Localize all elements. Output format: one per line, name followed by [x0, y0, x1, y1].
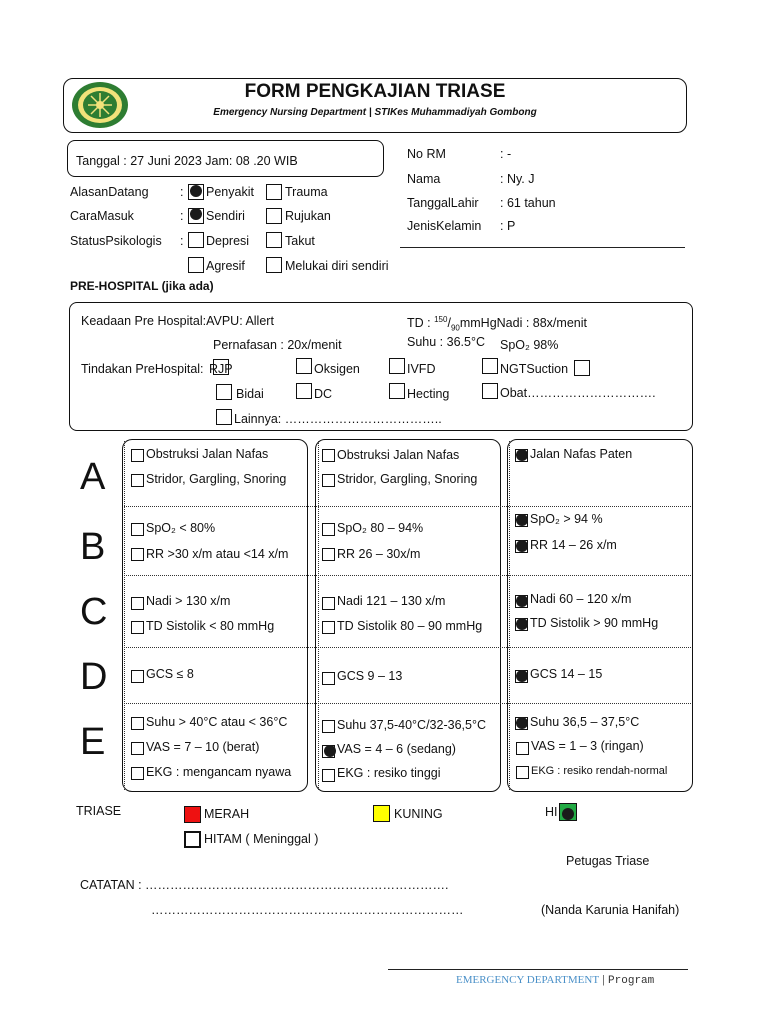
c2-c1-label: Nadi 121 – 130 x/m: [337, 594, 446, 608]
c1-a1-checkbox[interactable]: [131, 449, 144, 462]
c1-e3-label: EKG : mengancam nyawa: [146, 765, 292, 779]
trauma-checkbox[interactable]: [266, 184, 282, 200]
c1-a2-checkbox[interactable]: [131, 474, 144, 487]
prehospital-heading: PRE-HOSPITAL (jika ada): [70, 279, 214, 293]
patient-label-kelamin: JenisKelamin: [407, 219, 482, 233]
c2-e2-checked-mark: [324, 745, 336, 757]
merah-swatch[interactable]: [184, 806, 201, 823]
c1-b1-checkbox[interactable]: [131, 523, 144, 536]
cara-label: CaraMasuk: [70, 209, 134, 223]
dc-checkbox[interactable]: [296, 383, 312, 399]
c2-d1-checkbox[interactable]: [322, 672, 335, 685]
c3-e1-label: Suhu 36,5 – 37,5°C: [530, 715, 640, 729]
petugas-name: (Nanda Karunia Hanifah): [541, 903, 680, 917]
c1-b1-label: SpO₂ < 80%: [146, 521, 216, 535]
c1-b2-checkbox[interactable]: [131, 548, 144, 561]
letter-c: C: [80, 591, 108, 633]
depresi-label: Depresi: [206, 234, 250, 248]
agresif-label: Agresif: [206, 259, 245, 273]
rujukan-label: Rujukan: [285, 209, 331, 223]
hijau-label: HI: [545, 805, 558, 819]
c3-b2-label: RR 14 – 26 x/m: [530, 538, 617, 552]
patient-value-lahir: : 61 tahun: [500, 196, 556, 210]
depresi-checkbox[interactable]: [188, 232, 204, 248]
date-time: Tanggal : 27 Juni 2023 Jam: 08 .20 WIB: [76, 154, 298, 168]
c2-e2-label: VAS = 4 – 6 (sedang): [337, 742, 456, 756]
c3-b1-checked-mark: [516, 514, 528, 526]
hitam-swatch[interactable]: [184, 831, 201, 848]
prehospital-pernafasan: Pernafasan : 20x/menit: [213, 338, 342, 352]
penyakit-label: Penyakit: [206, 185, 254, 199]
row-separator-bc: [124, 575, 691, 576]
petugas-label: Petugas Triase: [566, 854, 650, 868]
c1-e1-label: Suhu > 40°C atau < 36°C: [146, 715, 288, 729]
c2-b1-label: SpO₂ 80 – 94%: [337, 521, 424, 535]
prehospital-suhu: Suhu : 36.5°C: [407, 335, 485, 349]
c2-e3-label: EKG : resiko tinggi: [337, 766, 441, 780]
c1-b2-label: RR >30 x/m atau <14 x/m: [146, 547, 289, 561]
c2-b2-label: RR 26 – 30x/m: [337, 547, 421, 561]
patient-label-rm: No RM: [407, 147, 446, 161]
hecting-label: Hecting: [407, 387, 450, 401]
footer-separator: |: [599, 974, 609, 986]
c3-e1-checked-mark: [516, 717, 528, 729]
row-separator-ab: [124, 506, 691, 507]
catatan-line-1: CATATAN : ……………………………………………………………….: [80, 878, 449, 892]
hitam-label: HITAM ( Meninggal ): [204, 832, 319, 846]
c3-e2-label: VAS = 1 – 3 (ringan): [531, 739, 644, 753]
ivfd-label: IVFD: [407, 362, 436, 376]
td-prefix: TD :: [407, 316, 435, 331]
prehospital-td: [407, 312, 587, 336]
c3-e3-label: EKG : resiko rendah-normal: [531, 765, 668, 777]
rujukan-checkbox[interactable]: [266, 208, 282, 224]
footer-dept-name: EMERGENCY DEPARTMENT: [456, 974, 600, 986]
sendiri-label: Sendiri: [206, 209, 245, 223]
c1-e2-label: VAS = 7 – 10 (berat): [146, 740, 260, 754]
agresif-checkbox[interactable]: [188, 257, 204, 273]
c3-a1-label: Jalan Nafas Paten: [530, 447, 633, 461]
c2-b1-checkbox[interactable]: [322, 523, 335, 536]
c3-c2-label: TD Sistolik > 90 mmHg: [530, 616, 659, 630]
ivfd-checkbox[interactable]: [389, 358, 405, 374]
c2-c2-label: TD Sistolik 80 – 90 mmHg: [337, 619, 483, 633]
letter-b: B: [80, 526, 106, 568]
td-separator: /: [447, 316, 451, 331]
hijau-checked-mark: [562, 808, 574, 820]
hecting-checkbox[interactable]: [389, 383, 405, 399]
c3-d1-checked-mark: [516, 670, 528, 682]
c3-c1-checked-mark: [516, 595, 528, 607]
patient-value-kelamin: : P: [500, 219, 516, 233]
dc-label: DC: [314, 387, 333, 401]
oksigen-checkbox[interactable]: [296, 358, 312, 374]
alasan-colon: :: [180, 185, 184, 199]
ngt-label: NGTSuction: [500, 362, 569, 376]
c2-d1-label: GCS 9 – 13: [337, 669, 403, 683]
c1-c1-label: Nadi > 130 x/m: [146, 594, 231, 608]
obat-label: Obat………………………….: [500, 386, 656, 400]
letter-d: D: [80, 656, 108, 698]
c3-c2-checked-mark: [516, 618, 528, 630]
catatan-line-2: …………………………………………………………………: [151, 903, 464, 917]
c2-a2-checkbox[interactable]: [322, 474, 335, 487]
patient-value-nama: : Ny. J: [500, 172, 535, 186]
c2-c1-checkbox[interactable]: [322, 597, 335, 610]
row-separator-de: [124, 703, 691, 704]
ngt-checkbox[interactable]: [482, 358, 498, 374]
patient-label-nama: Nama: [407, 172, 441, 186]
merah-label: MERAH: [204, 807, 250, 821]
kuning-swatch[interactable]: [373, 805, 390, 822]
footer-program: Program: [608, 975, 655, 987]
c1-e3-checkbox[interactable]: [131, 767, 144, 780]
sendiri-checked-mark: [190, 208, 202, 220]
footer-department: [456, 973, 654, 988]
c1-c1-checkbox[interactable]: [131, 597, 144, 610]
triase-label: TRIASE: [76, 804, 122, 818]
column-separator-3: [509, 441, 510, 790]
footer-divider: [388, 969, 688, 970]
c2-a2-label: Stridor, Gargling, Snoring: [337, 472, 478, 486]
c1-a1-label: Obstruksi Jalan Nafas: [146, 447, 269, 461]
form-subtitle: Emergency Nursing Department | STIKes Muhammadiyah Gombong: [213, 107, 537, 118]
melukai-label: Melukai diri sendiri: [285, 259, 389, 273]
c1-d1-checkbox[interactable]: [131, 670, 144, 683]
c1-e1-checkbox[interactable]: [131, 717, 144, 730]
c1-c2-label: TD Sistolik < 80 mmHg: [146, 619, 275, 633]
lainnya-label: Lainnya: ………………………………..: [234, 412, 442, 426]
td-diastolic: 90: [450, 323, 460, 333]
obat-checkbox[interactable]: [482, 383, 498, 399]
patient-divider: [400, 247, 685, 248]
bidai-label: Bidai: [236, 387, 264, 401]
psiko-colon: :: [180, 234, 184, 248]
tindakan-label: Tindakan PreHospital:: [81, 362, 204, 376]
takut-checkbox[interactable]: [266, 232, 282, 248]
patient-label-lahir: TanggalLahir: [407, 196, 479, 210]
bidai-checkbox[interactable]: [216, 384, 232, 400]
alasan-label: AlasanDatang: [70, 185, 149, 199]
letter-e: E: [80, 721, 106, 763]
c3-c1-label: Nadi 60 – 120 x/m: [530, 592, 632, 606]
c2-a1-label: Obstruksi Jalan Nafas: [337, 448, 460, 462]
c3-b1-label: SpO₂ > 94 %: [530, 512, 603, 526]
rjp-label: RJP: [209, 362, 233, 376]
cara-colon: :: [180, 209, 184, 223]
column-separator-2: [318, 441, 319, 790]
c3-e2-checkbox[interactable]: [516, 742, 529, 755]
patient-value-rm: : -: [500, 147, 512, 161]
c1-c2-checkbox[interactable]: [131, 621, 144, 634]
takut-label: Takut: [285, 234, 315, 248]
c3-a1-checked-mark: [516, 449, 528, 461]
td-systolic: 150: [434, 315, 448, 324]
c2-a1-checkbox[interactable]: [322, 449, 335, 462]
letter-a: A: [80, 456, 106, 498]
suction-checkbox[interactable]: [574, 360, 590, 376]
psiko-label: StatusPsikologis: [70, 234, 162, 248]
c3-e3-checkbox[interactable]: [516, 766, 529, 779]
oksigen-label: Oksigen: [314, 362, 360, 376]
melukai-checkbox[interactable]: [266, 257, 282, 273]
prehospital-spo2: SpO₂ 98%: [500, 338, 559, 352]
c2-b2-checkbox[interactable]: [322, 548, 335, 561]
c2-e1-checkbox[interactable]: [322, 720, 335, 733]
c2-e3-checkbox[interactable]: [322, 769, 335, 782]
column-separator-1: [124, 441, 125, 790]
penyakit-checked-mark: [190, 185, 202, 197]
lainnya-checkbox[interactable]: [216, 409, 232, 425]
kuning-label: KUNING: [394, 807, 443, 821]
c3-b2-checked-mark: [516, 540, 528, 552]
c1-a2-label: Stridor, Gargling, Snoring: [146, 472, 287, 486]
c1-d1-label: GCS ≤ 8: [146, 667, 194, 681]
c3-d1-label: GCS 14 – 15: [530, 667, 603, 681]
c1-e2-checkbox[interactable]: [131, 742, 144, 755]
abcde-column-2: [315, 439, 501, 792]
c2-c2-checkbox[interactable]: [322, 621, 335, 634]
trauma-label: Trauma: [285, 185, 328, 199]
c2-e1-label: Suhu 37,5-40°C/32-36,5°C: [337, 718, 486, 732]
td-suffix: mmHgNadi : 88x/menit: [459, 316, 587, 331]
form-title: FORM PENGKAJIAN TRIASE: [244, 81, 506, 102]
prehospital-keadaan: Keadaan Pre Hospital:AVPU: Allert: [81, 314, 274, 328]
row-separator-cd: [124, 647, 691, 648]
